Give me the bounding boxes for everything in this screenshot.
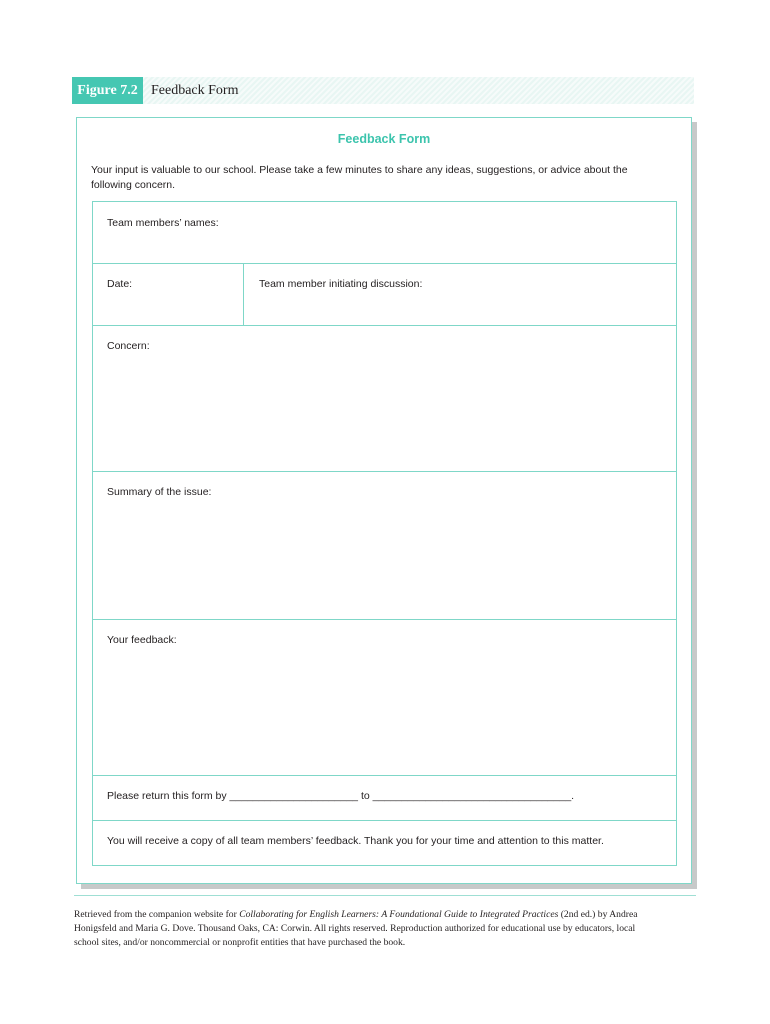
concern-label: Concern:: [107, 340, 150, 352]
feedback-form-card: [76, 117, 692, 884]
citation-line1: [74, 908, 696, 922]
date-divider: [243, 263, 244, 325]
citation-footer: [74, 895, 696, 950]
feedback-label: Your feedback:: [107, 634, 177, 646]
return-label: Please return this form by ______________________ to __________________________________.: [107, 790, 575, 802]
summary-label: Summary of the issue:: [107, 486, 212, 498]
initiator-label: Team member initiating discussion:: [259, 278, 423, 290]
date-label: Date:: [107, 278, 133, 290]
return-field[interactable]: [93, 775, 676, 821]
date-field[interactable]: [93, 263, 244, 326]
figure-label: Figure 7.2: [72, 77, 143, 104]
citation-suffix: (2nd ed.) by Andrea: [558, 909, 638, 920]
form-intro: [91, 163, 681, 193]
feedback-field[interactable]: [93, 619, 676, 776]
form-intro-line1: Your input is valuable to our school. Please take a few minutes to share any ideas, suggestions, or advice about the: [91, 164, 628, 176]
copy-note-row: [93, 820, 676, 866]
concern-field[interactable]: [93, 325, 676, 472]
copy-note-label: You will receive a copy of all team members’ feedback. Thank you for your time and attention to this matter.: [107, 835, 604, 847]
team-members-label: Team members’ names:: [107, 217, 219, 229]
initiator-field[interactable]: [244, 263, 677, 326]
figure-header: [72, 77, 694, 104]
form-title: Feedback Form: [337, 132, 431, 146]
citation-prefix: Retrieved from the companion website for: [74, 909, 240, 920]
citation-line3: school sites, and/or noncommercial or nonprofit entities that have purchased the book.: [74, 937, 406, 948]
summary-field[interactable]: [93, 471, 676, 620]
figure-title: Feedback Form: [151, 83, 239, 98]
form-intro-line2: following concern.: [91, 179, 176, 191]
citation-line2: Honigsfeld and Maria G. Dove. Thousand Oaks, CA: Corwin. All rights reserved. Reproduction authorized for educational use by educators, local: [74, 923, 636, 934]
form-grid: [92, 201, 677, 866]
team-members-field[interactable]: [93, 202, 676, 264]
book-title: Collaborating for English Learners: A Foundational Guide to Integrated Practices: [239, 909, 559, 920]
